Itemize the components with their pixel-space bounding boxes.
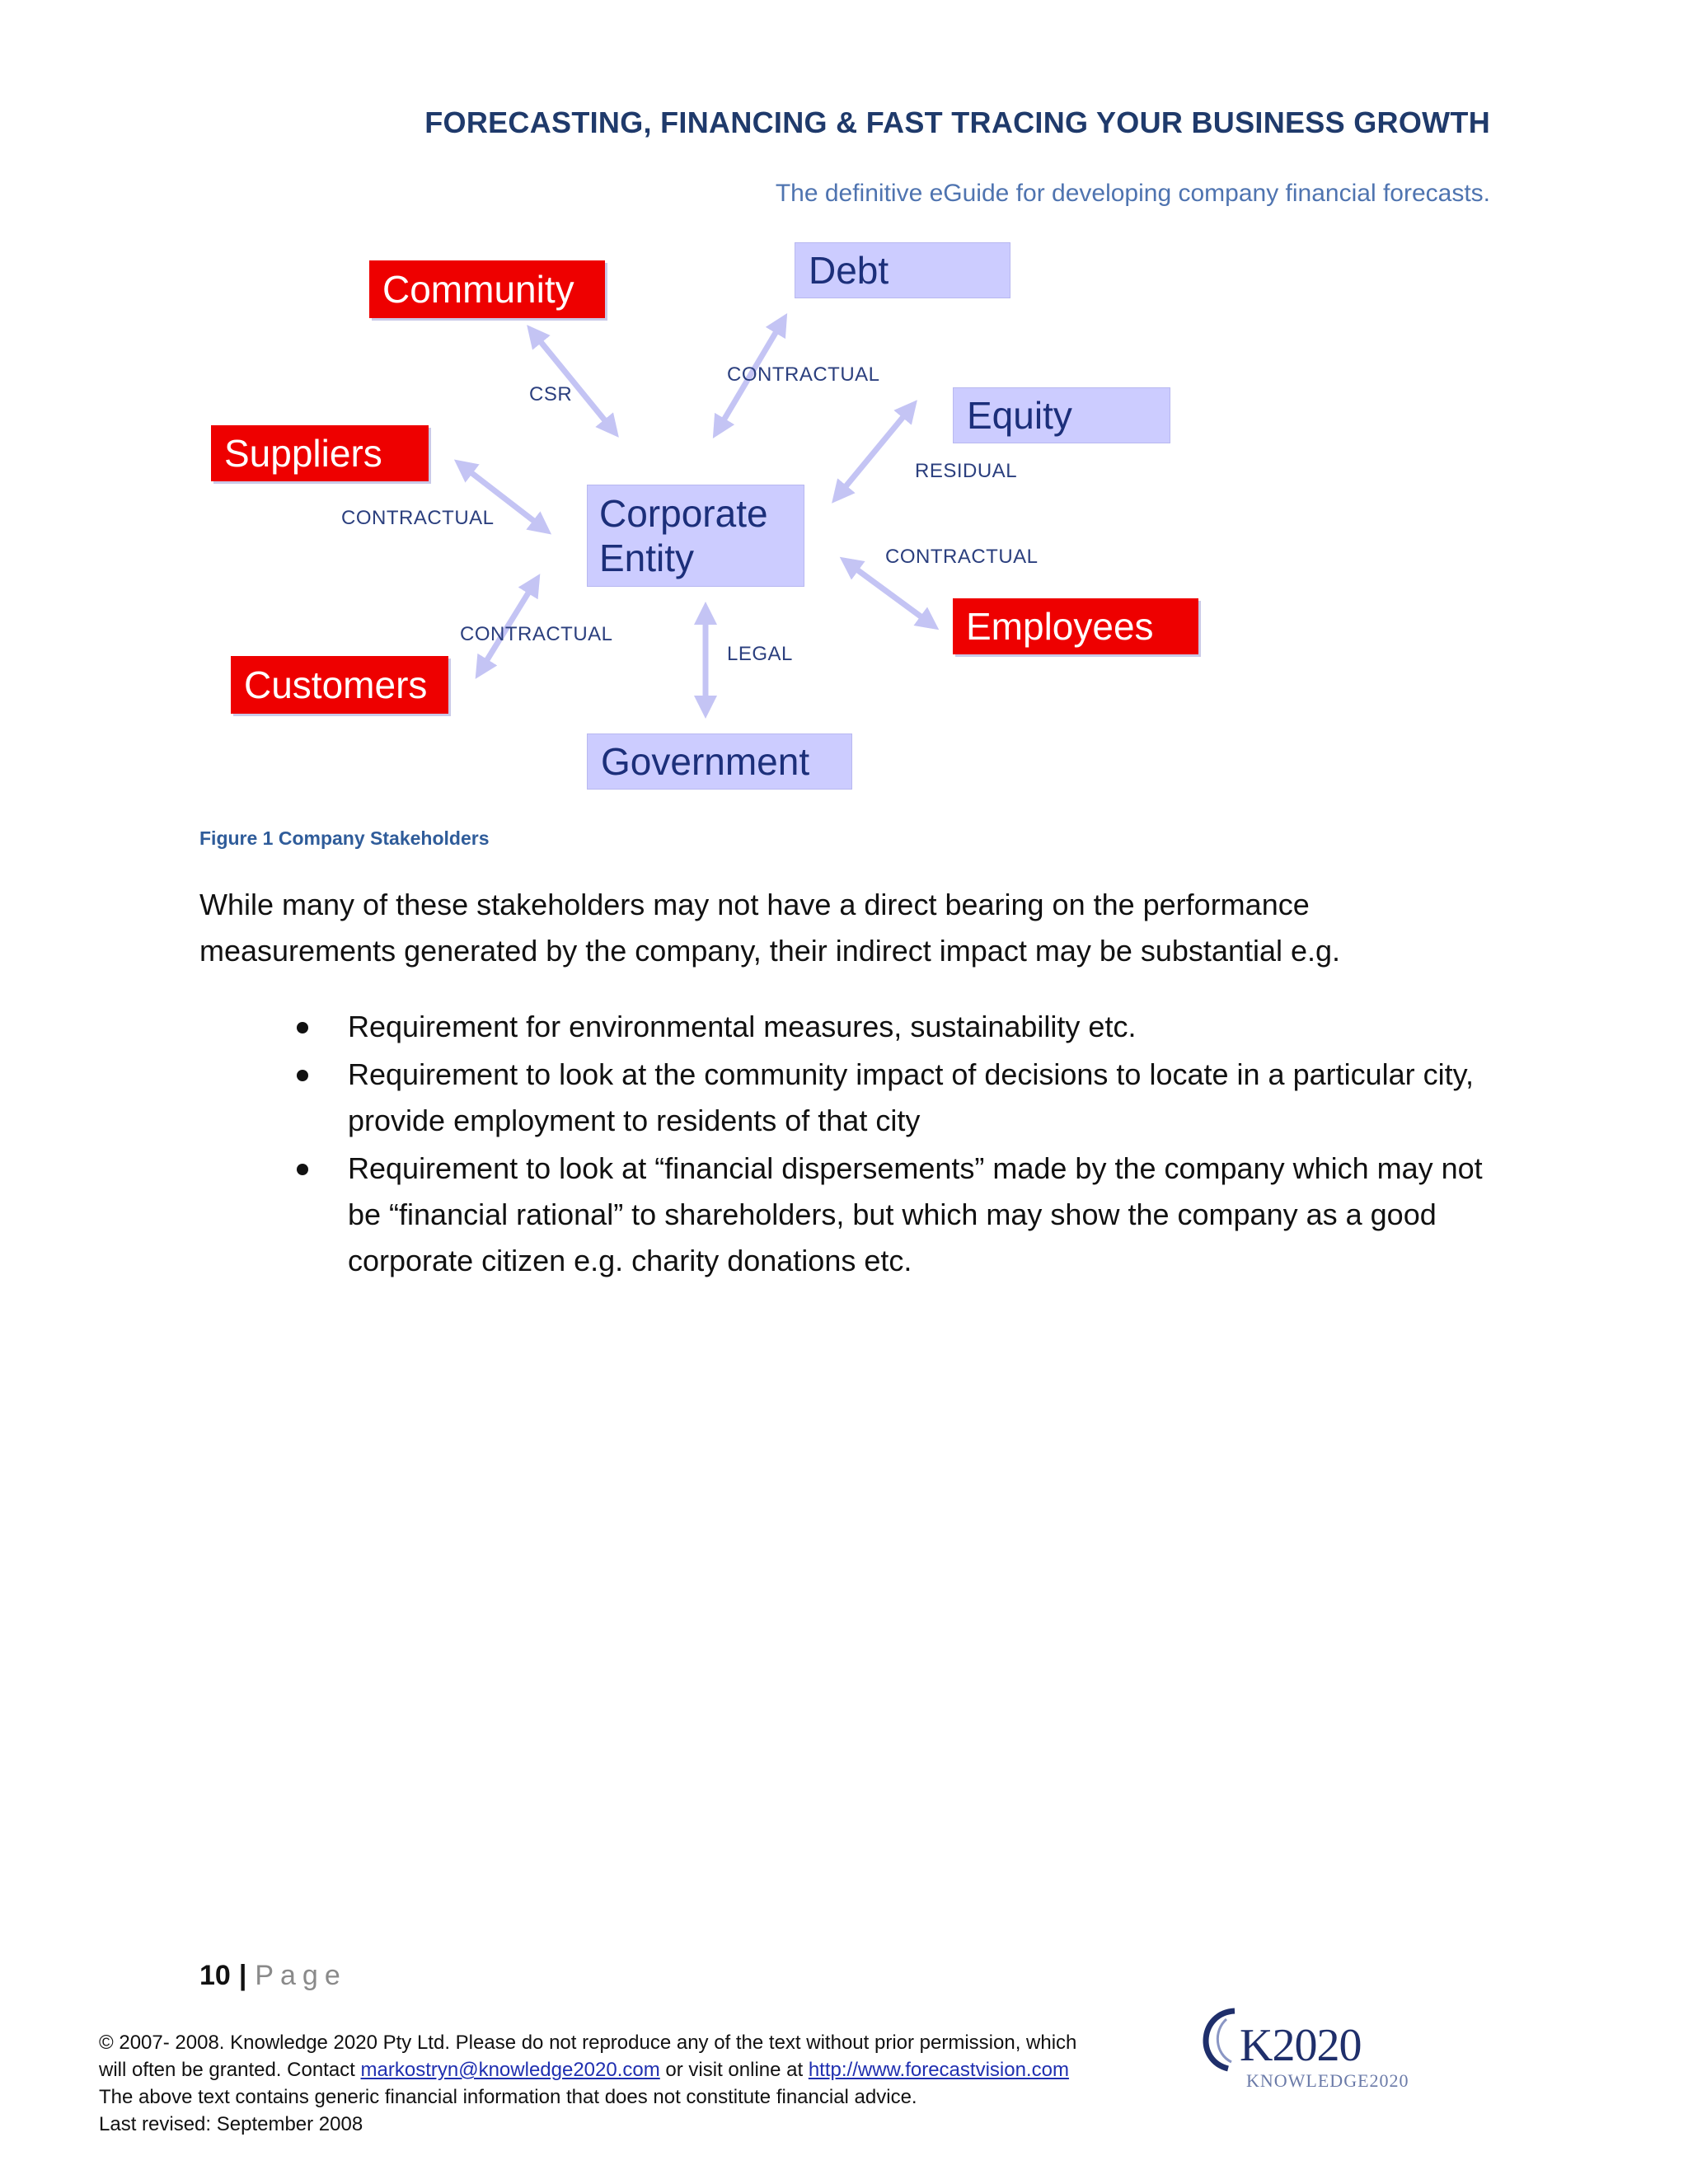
list-item-text: Requirement for environmental measures, sustainability etc. [348,1010,1137,1043]
relation-label-government: LEGAL [727,643,793,665]
corporate-entity-line1: Corporate [599,492,768,535]
node-debt: Debt [795,242,1010,298]
logo-subtext: KNOWLEDGE2020 [1246,2070,1409,2091]
page-number [199,1960,347,1992]
list-item [199,1052,1518,1144]
bullet-icon [297,1022,308,1033]
knowledge2020-logo [1184,2001,1423,2092]
node-customers: Customers [231,656,448,714]
arrow-employees [849,564,930,623]
page-word: Page [255,1960,347,1991]
relation-label-employees: CONTRACTUAL [885,546,1039,568]
body-paragraph: While many of these stakeholders may not have a direct bearing on the performance measurements generated by the company, their indirect impact may be substantial e.g. [199,888,1341,968]
figure-caption: Figure 1 Company Stakeholders [199,827,490,849]
footer-text [99,2029,1170,2138]
footer-copyright-line1: © 2007- 2008. Knowledge 2020 Pty Ltd. Please do not reproduce any of the text without prior permission, which [99,2032,1077,2054]
relation-label-suppliers: CONTRACTUAL [341,507,495,529]
relation-label-equity: RESIDUAL [915,460,1018,482]
footer-contact-text: will often be granted. Contact [99,2059,361,2081]
arrow-equity [839,409,910,494]
page-number-separator: | [238,1960,247,1991]
document-header-subtitle: The definitive eGuide for developing company financial forecasts. [775,180,1490,207]
bullet-icon [297,1070,308,1081]
footer-copyright-line2 [99,2056,1170,2083]
node-equity: Equity [953,387,1170,443]
list-item [199,1004,1518,1050]
list-item [199,1146,1518,1284]
node-employees: Employees [953,598,1198,654]
arrow-community [534,334,612,429]
list-item-text: Requirement to look at the community impact of decisions to locate in a particular city, provide employment to residents of that city [348,1057,1474,1137]
relation-label-customers: CONTRACTUAL [460,623,613,645]
corporate-entity-line2: Entity [599,537,695,579]
node-suppliers: Suppliers [211,425,429,481]
bullet-icon [297,1164,308,1175]
relation-label-csr: CSR [529,383,573,405]
relation-label-debt: CONTRACTUAL [727,363,880,386]
list-item-text: Requirement to look at “financial dispersements” made by the company which may not be “financial rational” to shareholders, but which may show the company as a good corporate citizen e.g. charity donations etc. [348,1151,1483,1277]
footer-disclaimer: The above text contains generic financial information that does not constitute financial advice. [99,2086,917,2108]
website-link[interactable]: http://www.forecastvision.com [808,2059,1069,2081]
footer-revised: Last revised: September 2008 [99,2113,363,2135]
node-community: Community [369,260,605,318]
document-header-title: FORECASTING, FINANCING & FAST TRACING YOUR BUSINESS GROWTH [424,105,1490,139]
page-number-value: 10 [199,1960,231,1991]
bullet-list [199,1004,1518,1286]
footer-visit-text: or visit online at [659,2059,809,2081]
logo-wordmark: K2020 [1240,2020,1362,2071]
email-link[interactable]: markostryn@knowledge2020.com [360,2059,660,2081]
node-government: Government [587,733,852,790]
node-corporate-entity [587,485,804,587]
